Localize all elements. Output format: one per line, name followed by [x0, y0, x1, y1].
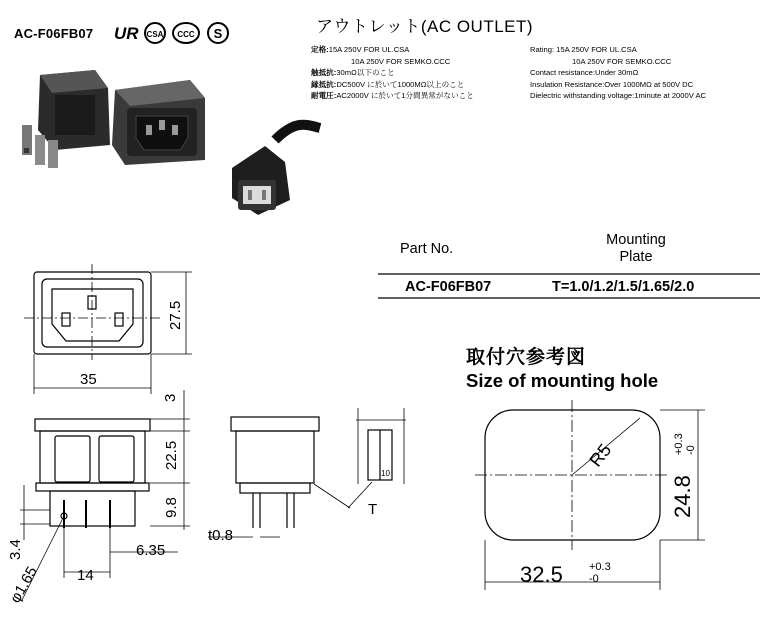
mounting-plate-header: Mounting Plate	[606, 232, 666, 265]
part-no-header: Part No.	[400, 241, 454, 257]
svg-text:UR: UR	[114, 24, 139, 43]
product-title: アウトレット(AC OUTLET)	[316, 17, 534, 36]
spec-row: Contact resistance:Under 30mΩ	[530, 68, 639, 78]
svg-text:CSA: CSA	[146, 30, 164, 39]
front-width-label: 35	[80, 371, 97, 388]
pin-hole-label: φ1.65	[6, 563, 41, 606]
spec-row: 縁抵抗: DC500V に於いて1000MΩ以上のこと	[311, 79, 465, 89]
hole-width-tol-upper: +0.3	[589, 561, 611, 573]
front-height-label: 27.5	[167, 300, 184, 330]
clip-detail-drawing	[348, 408, 406, 508]
side-top-label: 3	[162, 393, 179, 402]
hole-height-tol-upper: +0.3	[673, 433, 685, 455]
pin-height-label: 3.4	[7, 539, 24, 560]
hole-width-tol-lower: -0	[589, 573, 599, 585]
radius-label: R5	[585, 440, 616, 471]
spec-row: 10A 250V FOR SEMKO.CCC	[572, 56, 672, 66]
pin-thickness-label: t0.8	[208, 527, 234, 544]
spec-row: 触抵抗: 30mΩ以下のこと	[311, 68, 395, 78]
side-lower-label: 9.8	[163, 497, 180, 518]
profile-view-drawing	[208, 417, 350, 537]
svg-text:S: S	[213, 26, 223, 41]
spec-row: 耐電圧: AC2000V に於いて1分間異常がないこと	[311, 91, 474, 101]
spec-row: Insulation Resistance:Over 1000MΩ at 500V DC	[530, 79, 694, 89]
spec-row: Dielectric withstanding voltage:1minute at 2000V AC	[530, 91, 707, 101]
clip-label: 10	[381, 469, 390, 478]
hole-width-label: 32.5	[520, 562, 563, 587]
spec-row: 10A 250V FOR SEMKO.CCC	[351, 56, 451, 66]
side-body-label: 22.5	[163, 440, 180, 470]
part-no-cell: AC-F06FB07	[405, 279, 492, 295]
pin-offset-label: 6.35	[136, 542, 166, 559]
side-view-drawing	[20, 390, 190, 600]
spec-row: 定格: 15A 250V FOR UL.CSA	[311, 45, 410, 54]
hole-height-label: 24.8	[670, 475, 695, 518]
model-number: AC-F06FB07	[14, 26, 94, 41]
mounting-hole-title-jp: 取付穴参考図	[466, 346, 587, 368]
pin-pitch-label: 14	[77, 567, 94, 584]
svg-text:CCC: CCC	[177, 30, 195, 39]
mounting-hole-title-en: Size of mounting hole	[466, 370, 659, 391]
hole-height-tol-lower: -0	[685, 445, 697, 455]
mounting-plate-cell: T=1.0/1.2/1.5/1.65/2.0	[552, 279, 695, 295]
spec-row: Rating: 15A 250V FOR UL.CSA	[530, 45, 637, 54]
plate-label: T	[368, 501, 378, 518]
